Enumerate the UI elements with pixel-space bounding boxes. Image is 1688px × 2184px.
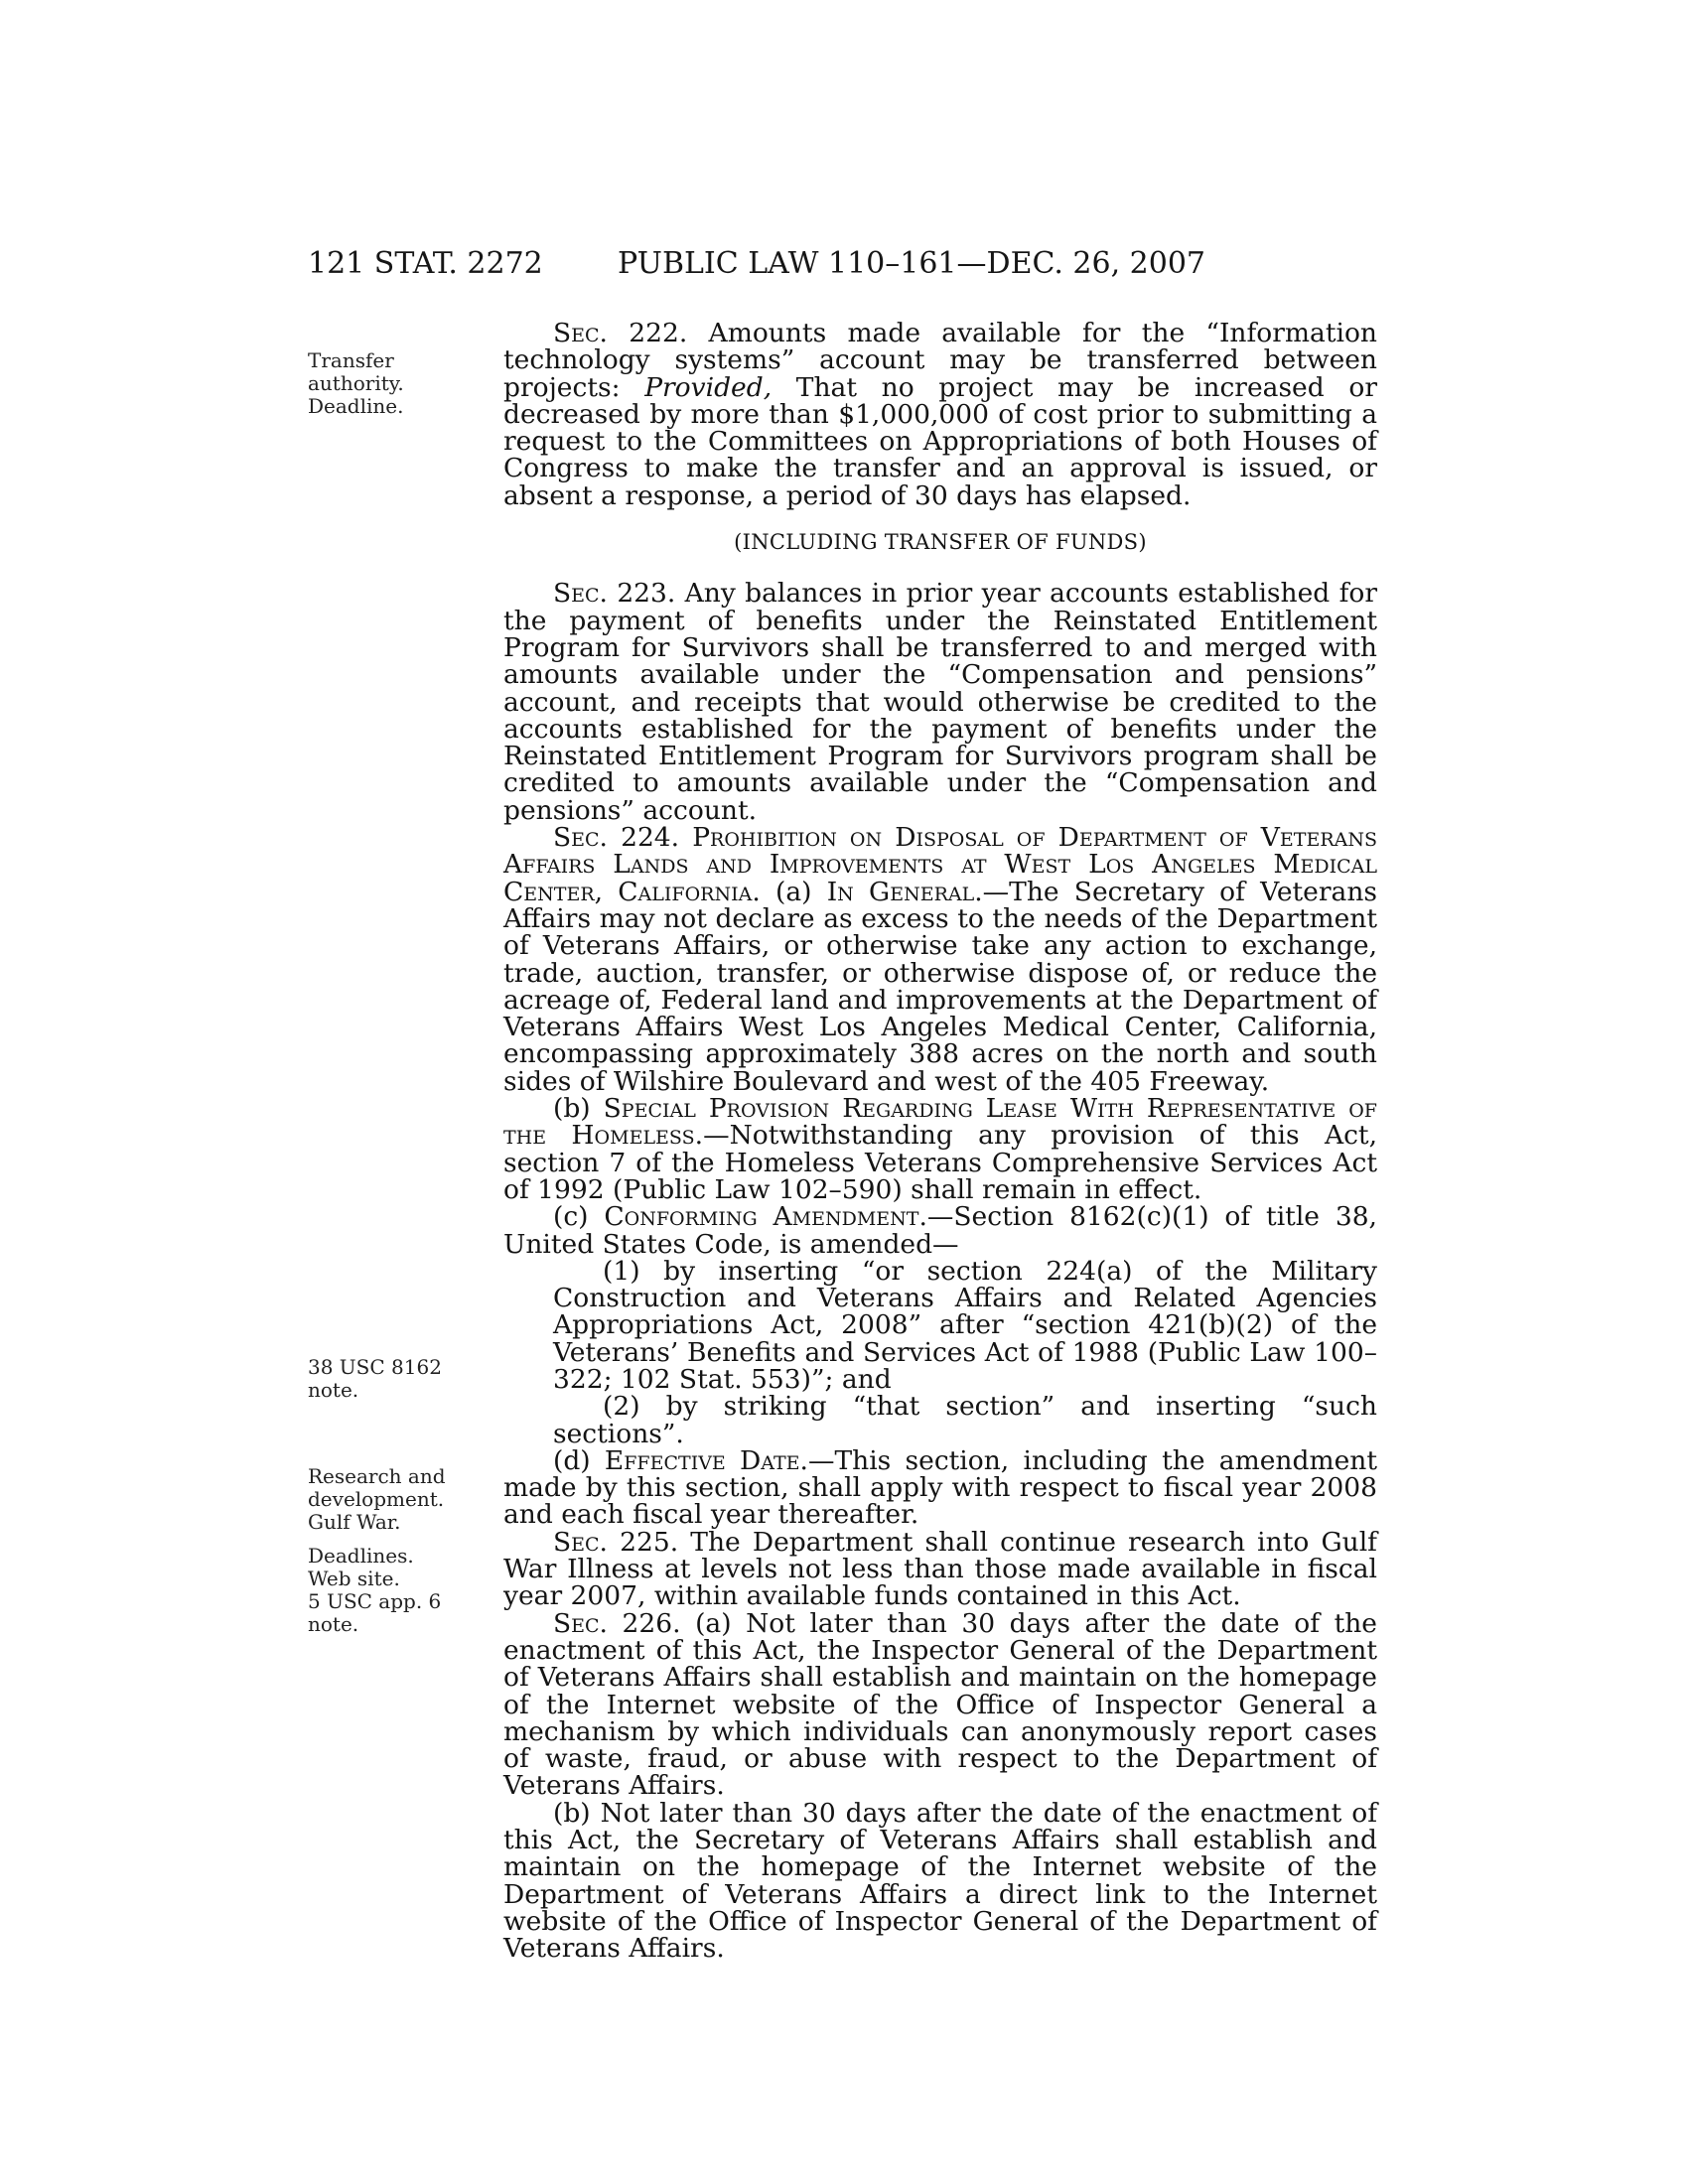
section-223: Sec. 223. Any balances in prior year accounts established for the payment of benefits under the Reinstated Entitlement Program for Survivors shall be transferred to and merged with amounts available under the “Compensation and pensions” account, and receipts that would otherwise be credited to the accounts established for the payment of benefits under the Reinstated Entitlement Program for Survivors program shall be credited to amounts available under the “Compensation and pensions” account. xyxy=(503,578,1377,826)
section-226-b: (b) Not later than 30 days after the date of the enactment of this Act, the Secretary of Veterans Affairs shall establish and maintain on the homepage of the Internet website of the Department of Veterans Affairs a direct link to the Internet website of the Office of Inspector General of the Department of Veterans Affairs. xyxy=(503,1797,1377,1965)
section-224-c: (c) Conforming Amendment.—Section 8162(c)(1) of title 38, United States Code, is amended— xyxy=(503,1201,1377,1260)
section-224-b: (b) Special Provision Regarding Lease With Representative of the Homeless.—Notwithstanding any provision of this Act, section 7 of the Homeless Veterans Comprehensive Services Act of 1992 (Public Law 102–590) shall remain in effect. xyxy=(503,1093,1377,1205)
margin-note-deadlines-web-site: Deadlines. Web site. 5 USC app. 6 note. xyxy=(308,1544,442,1636)
section-226-a: Sec. 226. (a) Not later than 30 days after the date of the enactment of this Act, the Inspector General of the Department of Veterans Affairs shall establish and maintain on the homepage of the Internet website of the Office of Inspector General a mechanism by which individuals can anonymously report cases of waste, fraud, or abuse with respect to the Department of Veterans Affairs. xyxy=(503,1607,1377,1802)
margin-note-transfer-authority: Transfer authority. Deadline. xyxy=(308,348,404,418)
law-title-header: PUBLIC LAW 110–161—DEC. 26, 2007 xyxy=(618,246,1206,281)
stat-page-number: 121 STAT. 2272 xyxy=(308,246,543,281)
section-222: Sec. 222. Amounts made available for the “Information technology systems” account may be transferred between projects: Provided, That no project may be increased or decreased by more than $1,000,000 of cost prior to submitting a request to the Committees on Appropriations of both Houses of Congress to make the transfer and an approval is issued, or absent a response, a period of 30 days has elapsed. xyxy=(503,318,1377,511)
section-224-a: Sec. 224. Prohibition on Disposal of Department of Veterans Affairs Lands and Improvements at West Los Angeles Medical Center, California. (a) In General.—The Secretary of Veterans Affairs may not declare as excess to the needs of the Department of Veterans Affairs, or otherwise take any action to exchange, trade, auction, transfer, or otherwise dispose of, or reduce the acreage of, Federal land and improvements at the Department of Veterans Affairs West Los Angeles Medical Center, California, encompassing approximately 388 acres on the north and south sides of Wilshire Boulevard and west of the 405 Freeway. xyxy=(503,822,1377,1097)
transfer-of-funds-heading: (INCLUDING TRANSFER OF FUNDS) xyxy=(734,530,1147,555)
section-224-c-2: (2) by striking “that section” and inserting “such sections”. xyxy=(553,1391,1377,1449)
margin-note-research-development: Research and development. Gulf War. xyxy=(308,1464,446,1534)
margin-note-38-usc-8162: 38 USC 8162 note. xyxy=(308,1355,442,1402)
body-text xyxy=(503,320,1377,1963)
section-224-c-1: (1) by inserting “or section 224(a) of the Military Construction and Veterans Affairs and Related Agencies Appropriations Act, 2008” after “section 421(b)(2) of the Veterans’ Benefits and Services Act of 1988 (Public Law 100–322; 102 Stat. 553)”; and xyxy=(553,1255,1377,1395)
section-224-d: (d) Effective Date.—This section, including the amendment made by this section, shall apply with respect to fiscal year 2008 and each fiscal year thereafter. xyxy=(503,1444,1377,1531)
section-225: Sec. 225. The Department shall continue research into Gulf War Illness at levels not less than those made available in fiscal year 2007, within available funds contained in this Act. xyxy=(503,1526,1377,1612)
